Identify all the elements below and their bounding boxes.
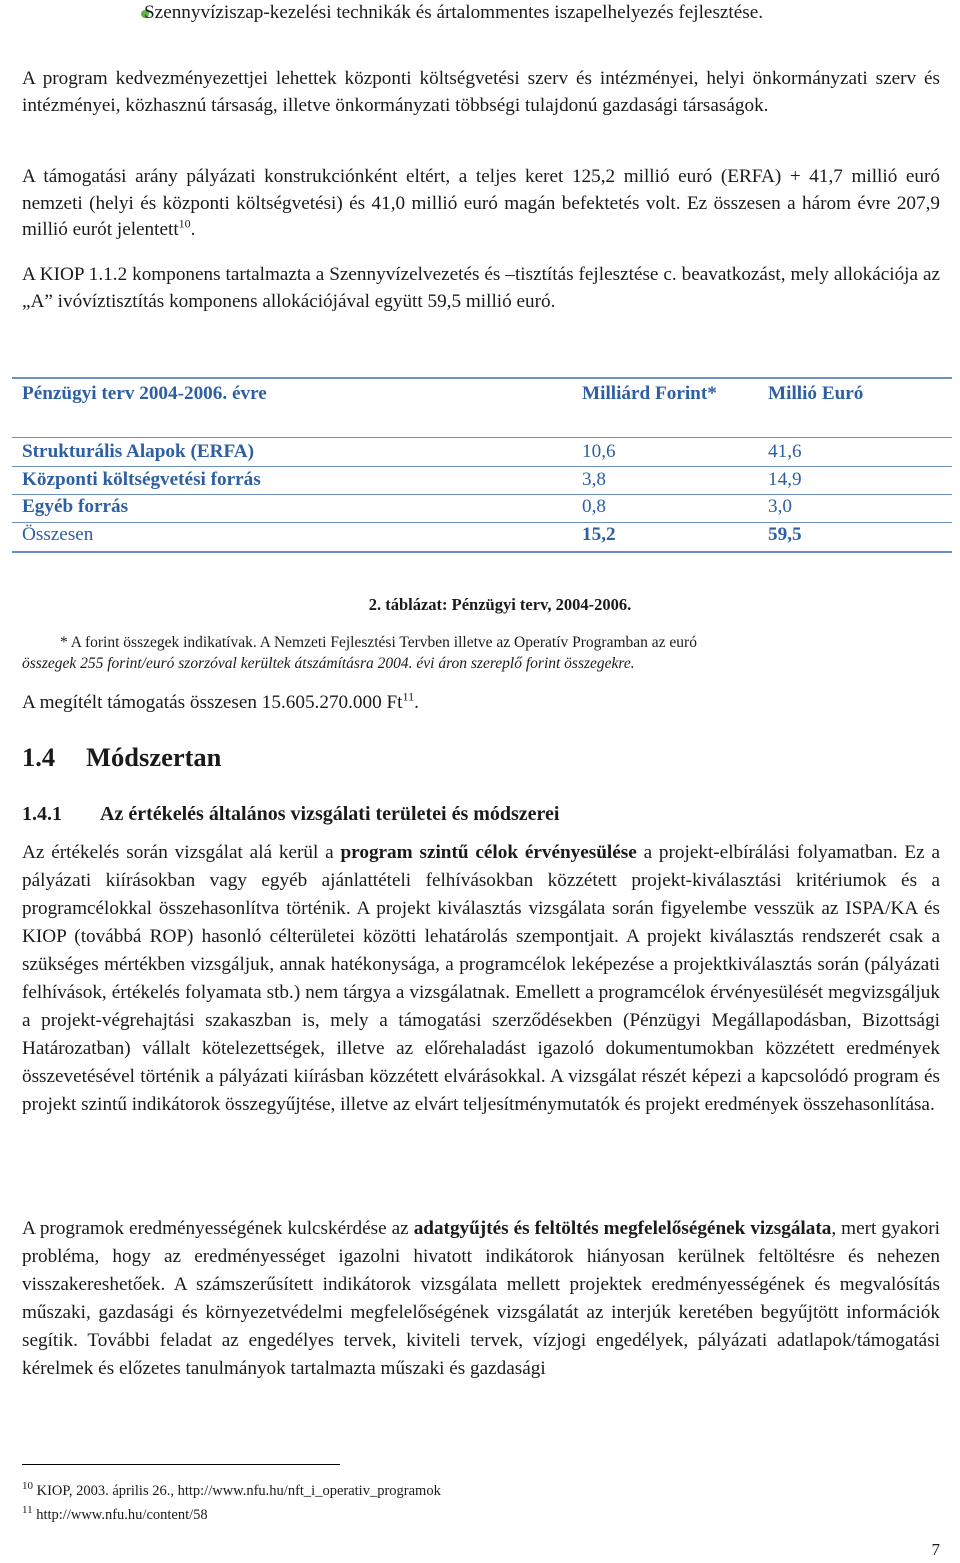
page-number: 7 — [931, 1540, 940, 1559]
table-cell-label: Központi költségvetési forrás — [22, 468, 261, 490]
paragraph-data-a: A programok eredményességének kulcskérdése az — [22, 1218, 414, 1239]
table-cell-huf: 15,2 — [582, 523, 616, 545]
footnote-number: 11 — [22, 1504, 33, 1517]
paragraph-beneficiaries: A program kedvezményezettjei lehettek központi költségvetési szerv és intézményei, helyi önkormányzati szerv és intézményei, közhasznú társaság, illetve önkormányzati többségi tulajdonú gazdasági társaságok. — [22, 68, 940, 116]
paragraph-evaluation — [22, 839, 940, 1119]
table-cell-eur: 14,9 — [768, 468, 802, 490]
table-note-line2: összegek 255 forint/euró szorzóval kerültek átszámításra 2004. évi áron szereplő forint összegekre. — [22, 655, 635, 672]
table-header-cell: Milliárd Forint* — [582, 383, 717, 404]
section-number: 1.4 — [22, 742, 56, 772]
paragraph-funding — [22, 164, 940, 244]
subsection-heading — [22, 803, 560, 826]
table-header-cell: Pénzügyi terv 2004-2006. évre — [22, 383, 267, 404]
table-cell-eur: 41,6 — [768, 441, 802, 462]
table-cell-huf: 10,6 — [582, 441, 616, 462]
subsection-number: 1.4.1 — [22, 803, 62, 825]
table-note-line1: * A forint összegek indikatívak. A Nemzeti Fejlesztési Tervben illetve az Operatív Programban az euró — [60, 634, 697, 651]
footnote-ref-10: 10 — [178, 216, 191, 231]
financial-plan-table — [12, 378, 952, 548]
table-row — [12, 493, 952, 521]
table-header-row — [12, 378, 952, 438]
footnote-text: KIOP, 2003. április 26., http://www.nfu.hu/nft_i_operativ_programok — [36, 1483, 441, 1499]
bullet-item: Szennyvíziszap-kezelési technikák és ártalommentes iszapelhelyezés fejlesztése. — [144, 2, 764, 23]
footnote-separator — [22, 1464, 340, 1465]
table-cell-label: Strukturális Alapok (ERFA) — [22, 441, 255, 462]
table-total-row — [12, 521, 952, 549]
paragraph-data-collection — [22, 1215, 940, 1383]
footnote-11 — [22, 1506, 208, 1524]
footnote-ref-11: 11 — [402, 689, 415, 704]
table-header-cell: Millió Euró — [768, 383, 864, 404]
table-cell-eur: 59,5 — [768, 523, 802, 545]
award-total — [22, 690, 940, 717]
paragraph-funding-end: . — [190, 219, 196, 240]
paragraph-evaluation-a: Az értékelés során vizsgálat alá kerül a — [22, 842, 341, 863]
paragraph-data-emphasis: adatgyűjtés és feltöltés megfelelőségének vizsgálata — [413, 1218, 832, 1239]
table-row — [12, 438, 952, 466]
footnote-text: http://www.nfu.hu/content/58 — [36, 1507, 208, 1523]
section-title: Módszertan — [86, 742, 222, 772]
table-bottom-rule — [12, 551, 952, 553]
award-end: . — [414, 692, 419, 713]
award-text: A megítélt támogatás összesen 15.605.270.000 Ft — [22, 692, 403, 713]
table-cell-label: Összesen — [22, 523, 94, 545]
paragraph-evaluation-emphasis: program szintű célok érvényesülése — [340, 842, 637, 863]
subsection-title: Az értékelés általános vizsgálati területei és módszerei — [100, 803, 560, 825]
footnote-10 — [22, 1482, 441, 1500]
paragraph-data-c: , mert gyakori probléma, hogy az eredményességet igazolni hivatott indikátorok hiányosan kerülnek feltöltésre és nehezen visszakereshetőek. A számszerűsített indikátorok vizsgálata mellett projektek eredményességének és megvalósítás műszaki, gazdasági és környezetvédelmi megfelelőségének vizsgálatát az interjúk keretében begyűjtött információk segítik. További feladat az engedélyes tervek, kiviteli tervek, vízjogi engedélyek, pályázati adatlapok/támogatási kérelmek és előzetes tanulmányok tartalmazta műszaki és gazdasági — [22, 1218, 940, 1379]
table-cell-eur: 3,0 — [768, 496, 792, 517]
table-row — [12, 466, 952, 494]
section-heading — [22, 742, 221, 773]
paragraph-kiop: A KIOP 1.1.2 komponens tartalmazta a Szennyvízelvezetés és –tisztítás fejlesztése c. beavatkozást, mely allokációja az „A” ivóvíztisztítás komponens allokációjával együtt 59,5 millió euró. — [22, 264, 940, 312]
table-cell-label: Egyéb forrás — [22, 496, 129, 517]
table-cell-huf: 3,8 — [582, 468, 606, 490]
paragraph-evaluation-c: a projekt-elbírálási folyamatban. Ez a pályázati kiírásokban vagy egyéb ajánlattételi felhívásokban közzétett projekt-kiválasztási kritériumok és a programcélokkal összehasonlítva történik. A projekt kiválasztás vizsgálata során figyelembe vesszük az ISPA/KA és KIOP (továbbá ROP) hasonló célterületei közötti lehatárolás szempontjait. A projekt kiválasztás rendszerét csak a szükséges mértékben vizsgáljuk, annak hatékonysága, a programcélok leképezése a projektkiválasztás során (pályázati felhívások, értékelés folyamata stb.) nem tárgya a vizsgálatnak. Emellett a programcélok érvényesülését megvizsgáljuk a projekt-végrehajtási szakaszban is, mely a támogatási szerződésekben (Pénzügyi Megállapodásban, Bizottsági Határozatban) vállalt kötelezettségek, illetve az előrehaladást igazoló dokumentumokban közzétett eredmények összevetésével történik a pályázati kiírásban közzétett elvárásokkal. A vizsgálat részét képezi a kapcsolódó program és projekt szintű indikátorok összegyűjtése, illetve az elvárt teljesítménymutatók és projekt eredmények összehasonlítása. — [22, 842, 940, 1115]
footnote-number: 10 — [22, 1480, 33, 1493]
paragraph-funding-text: A támogatási arány pályázati konstrukciónként eltért, a teljes keret 125,2 millió euró (ERFA) + 41,7 millió euró nemzeti (helyi és központi költségvetési) és 41,0 millió euró magán befektetés volt. Ez összesen a három évre 207,9 millió eurót jelentett — [22, 166, 940, 240]
table-cell-huf: 0,8 — [582, 496, 606, 517]
table-caption: 2. táblázat: Pénzügyi terv, 2004-2006. — [368, 595, 632, 614]
